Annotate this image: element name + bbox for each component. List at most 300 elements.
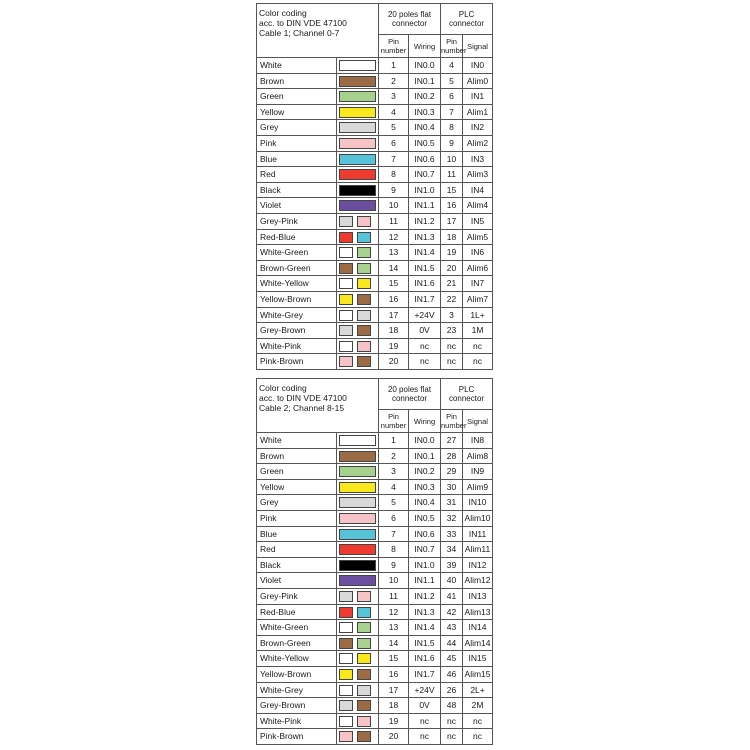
table-row	[257, 73, 493, 89]
plc-pin-number: 41	[441, 588, 463, 604]
color-swatch	[339, 154, 376, 165]
pin-number: 8	[379, 167, 409, 183]
table-row	[257, 182, 493, 198]
table-row	[257, 526, 493, 542]
table-row	[257, 338, 493, 354]
pin-number: 10	[379, 198, 409, 214]
wiring-value: IN1.1	[409, 198, 441, 214]
plc-pin-number: 31	[441, 495, 463, 511]
pin-number: 11	[379, 588, 409, 604]
color-name: Grey-Pink	[257, 213, 337, 229]
color-name: Brown-Green	[257, 635, 337, 651]
plc-pin-number: 19	[441, 245, 463, 261]
pin-number: 16	[379, 666, 409, 682]
color-name: Grey	[257, 495, 337, 511]
wiring-value: IN0.0	[409, 58, 441, 74]
signal-value: nc	[463, 713, 493, 729]
color-swatch	[339, 263, 353, 274]
signal-value: IN7	[463, 276, 493, 292]
wiring-header: Wiring	[409, 410, 441, 433]
color-swatch	[339, 76, 376, 87]
color-swatch	[357, 325, 371, 336]
color-swatch	[339, 247, 353, 258]
color-swatch	[357, 700, 371, 711]
signal-value: Alim15	[463, 666, 493, 682]
signal-header: Signal	[463, 410, 493, 433]
color-swatch-cell	[337, 635, 379, 651]
color-swatch	[339, 232, 353, 243]
color-swatch	[357, 591, 371, 602]
color-swatch	[339, 513, 376, 524]
signal-value: Alim5	[463, 229, 493, 245]
color-swatch	[339, 731, 353, 742]
color-swatch	[357, 638, 371, 649]
plc-pin-number: 17	[441, 213, 463, 229]
pin-number: 18	[379, 323, 409, 339]
signal-value: 1L+	[463, 307, 493, 323]
plc-pin-number: 4	[441, 58, 463, 74]
plc-connector-header: PLC connector	[441, 4, 493, 35]
table-row	[257, 666, 493, 682]
color-swatch	[339, 356, 353, 367]
wiring-value: +24V	[409, 307, 441, 323]
color-swatch-cell	[337, 698, 379, 714]
color-swatch-cell	[337, 479, 379, 495]
plc-pin-number: 44	[441, 635, 463, 651]
color-name: White-Grey	[257, 682, 337, 698]
color-name: Yellow-Brown	[257, 291, 337, 307]
color-swatch-cell	[337, 729, 379, 745]
color-swatch-cell	[337, 229, 379, 245]
wiring-value: +24V	[409, 682, 441, 698]
color-name: Grey-Brown	[257, 698, 337, 714]
color-swatch	[357, 341, 371, 352]
pin-number: 12	[379, 229, 409, 245]
color-swatch-cell	[337, 291, 379, 307]
color-name: Brown-Green	[257, 260, 337, 276]
pin-number: 17	[379, 307, 409, 323]
table-row	[257, 620, 493, 636]
color-name: Grey-Brown	[257, 323, 337, 339]
flat-connector-header: 20 poles flat connector	[379, 379, 441, 410]
color-name: White-Yellow	[257, 651, 337, 667]
plc-pin-number: 10	[441, 151, 463, 167]
color-coding-table-cable-2	[256, 378, 492, 745]
color-name: Brown	[257, 448, 337, 464]
plc-pin-number: nc	[441, 713, 463, 729]
wiring-value: IN1.4	[409, 245, 441, 261]
wiring-value: nc	[409, 338, 441, 354]
table-row	[257, 495, 493, 511]
signal-value: IN4	[463, 182, 493, 198]
table-row	[257, 323, 493, 339]
signal-value: 2L+	[463, 682, 493, 698]
color-swatch	[339, 544, 376, 555]
signal-header: Signal	[463, 35, 493, 58]
pin-number: 13	[379, 245, 409, 261]
plc-connector-header: PLC connector	[441, 379, 493, 410]
color-name: White-Grey	[257, 307, 337, 323]
table-row	[257, 307, 493, 323]
color-name: Black	[257, 182, 337, 198]
color-swatch	[357, 294, 371, 305]
color-swatch	[357, 263, 371, 274]
wiring-value: 0V	[409, 698, 441, 714]
signal-value: IN12	[463, 557, 493, 573]
signal-value: Alim3	[463, 167, 493, 183]
color-swatch-cell	[337, 73, 379, 89]
pin-number: 2	[379, 73, 409, 89]
color-coding-table-cable-1	[256, 3, 492, 370]
wiring-value: IN0.5	[409, 135, 441, 151]
color-swatch	[339, 200, 376, 211]
color-swatch-cell	[337, 573, 379, 589]
wiring-value: IN0.5	[409, 510, 441, 526]
signal-value: Alim8	[463, 448, 493, 464]
color-name: Pink-Brown	[257, 729, 337, 745]
signal-value: Alim12	[463, 573, 493, 589]
color-swatch	[339, 560, 376, 571]
color-swatch-cell	[337, 167, 379, 183]
color-name: Green	[257, 89, 337, 105]
wiring-value: IN0.0	[409, 433, 441, 449]
table-row	[257, 213, 493, 229]
color-name: Pink	[257, 510, 337, 526]
table-row	[257, 698, 493, 714]
color-name: Blue	[257, 151, 337, 167]
table-row	[257, 557, 493, 573]
signal-value: Alim13	[463, 604, 493, 620]
color-swatch	[357, 356, 371, 367]
signal-value: nc	[463, 729, 493, 745]
color-swatch	[339, 575, 376, 586]
signal-value: Alim11	[463, 542, 493, 558]
color-swatch-cell	[337, 542, 379, 558]
pin-number: 18	[379, 698, 409, 714]
plc-pin-number: 32	[441, 510, 463, 526]
color-swatch-cell	[337, 682, 379, 698]
plc-pin-number-header: Pin number	[441, 35, 463, 58]
color-swatch	[357, 310, 371, 321]
pin-number: 12	[379, 604, 409, 620]
plc-pin-number: 9	[441, 135, 463, 151]
color-swatch-cell	[337, 276, 379, 292]
title-line: acc. to DIN VDE 47100	[259, 393, 347, 403]
wiring-value: IN1.2	[409, 588, 441, 604]
wiring-value: IN0.7	[409, 542, 441, 558]
color-swatch	[357, 731, 371, 742]
color-name: Red-Blue	[257, 229, 337, 245]
signal-value: IN11	[463, 526, 493, 542]
plc-pin-number: 16	[441, 198, 463, 214]
pin-number: 15	[379, 651, 409, 667]
signal-value: 2M	[463, 698, 493, 714]
color-name: Black	[257, 557, 337, 573]
table-row	[257, 198, 493, 214]
color-swatch-cell	[337, 448, 379, 464]
plc-pin-number: 18	[441, 229, 463, 245]
signal-value: IN8	[463, 433, 493, 449]
plc-pin-number: 46	[441, 666, 463, 682]
color-swatch	[357, 669, 371, 680]
pin-number: 19	[379, 713, 409, 729]
color-name: White-Green	[257, 245, 337, 261]
wiring-value: IN0.3	[409, 479, 441, 495]
pin-number: 14	[379, 260, 409, 276]
color-name: Grey	[257, 120, 337, 136]
table-row	[257, 479, 493, 495]
pin-number: 1	[379, 433, 409, 449]
title-line: Color coding	[259, 383, 307, 393]
pin-number: 17	[379, 682, 409, 698]
pin-number: 10	[379, 573, 409, 589]
signal-value: IN0	[463, 58, 493, 74]
color-swatch	[357, 653, 371, 664]
color-swatch-cell	[337, 464, 379, 480]
color-swatch-cell	[337, 666, 379, 682]
plc-pin-number: 15	[441, 182, 463, 198]
table-row	[257, 291, 493, 307]
wiring-value: IN1.5	[409, 260, 441, 276]
title-line: acc. to DIN VDE 47100	[259, 18, 347, 28]
pin-number: 20	[379, 729, 409, 745]
pin-number: 3	[379, 89, 409, 105]
color-swatch	[339, 169, 376, 180]
plc-pin-number: 21	[441, 276, 463, 292]
wiring-value: IN1.6	[409, 651, 441, 667]
wiring-value: IN0.2	[409, 89, 441, 105]
table-row	[257, 120, 493, 136]
color-swatch	[357, 278, 371, 289]
pin-number: 1	[379, 58, 409, 74]
plc-pin-number: 22	[441, 291, 463, 307]
color-swatch	[339, 482, 376, 493]
table-row	[257, 448, 493, 464]
color-swatch-cell	[337, 526, 379, 542]
wiring-value: IN1.4	[409, 620, 441, 636]
color-swatch	[339, 451, 376, 462]
color-swatch-cell	[337, 307, 379, 323]
color-name: Red	[257, 542, 337, 558]
table-row	[257, 651, 493, 667]
pin-number: 6	[379, 135, 409, 151]
color-swatch	[339, 107, 376, 118]
color-swatch	[357, 247, 371, 258]
pin-number-header: Pin number	[379, 410, 409, 433]
color-swatch	[339, 216, 353, 227]
table-row	[257, 729, 493, 745]
color-name: White-Pink	[257, 338, 337, 354]
title-line: Cable 2; Channel 8-15	[259, 403, 345, 413]
color-swatch	[339, 685, 353, 696]
table-row	[257, 104, 493, 120]
pin-number: 7	[379, 151, 409, 167]
wiring-value: 0V	[409, 323, 441, 339]
signal-value: IN14	[463, 620, 493, 636]
color-swatch-cell	[337, 120, 379, 136]
signal-value: IN9	[463, 464, 493, 480]
signal-value: Alim2	[463, 135, 493, 151]
plc-pin-number: 3	[441, 307, 463, 323]
color-swatch-cell	[337, 58, 379, 74]
color-swatch	[357, 232, 371, 243]
wiring-value: IN1.5	[409, 635, 441, 651]
pin-number: 3	[379, 464, 409, 480]
wiring-value: IN1.3	[409, 604, 441, 620]
table-row	[257, 135, 493, 151]
wiring-value: IN0.1	[409, 448, 441, 464]
color-swatch	[339, 341, 353, 352]
signal-value: IN6	[463, 245, 493, 261]
color-swatch-cell	[337, 323, 379, 339]
pin-number: 4	[379, 479, 409, 495]
wiring-value: IN0.6	[409, 526, 441, 542]
table-row	[257, 245, 493, 261]
signal-value: IN15	[463, 651, 493, 667]
color-swatch	[339, 138, 376, 149]
signal-value: IN1	[463, 89, 493, 105]
plc-pin-number: 43	[441, 620, 463, 636]
color-swatch-cell	[337, 510, 379, 526]
color-swatch	[339, 607, 353, 618]
color-swatch	[339, 653, 353, 664]
color-name: Red-Blue	[257, 604, 337, 620]
table-row	[257, 510, 493, 526]
plc-pin-number: 11	[441, 167, 463, 183]
table-row	[257, 58, 493, 74]
plc-pin-number-header: Pin number	[441, 410, 463, 433]
wiring-value: IN0.2	[409, 464, 441, 480]
wiring-header: Wiring	[409, 35, 441, 58]
plc-pin-number: 5	[441, 73, 463, 89]
plc-pin-number: 6	[441, 89, 463, 105]
title-line: Color coding	[259, 8, 307, 18]
pin-number-header: Pin number	[379, 35, 409, 58]
color-swatch	[339, 294, 353, 305]
color-name: Green	[257, 464, 337, 480]
wiring-value: IN1.7	[409, 666, 441, 682]
signal-value: 1M	[463, 323, 493, 339]
plc-pin-number: nc	[441, 338, 463, 354]
color-swatch-cell	[337, 495, 379, 511]
wiring-value: IN0.7	[409, 167, 441, 183]
plc-pin-number: 8	[441, 120, 463, 136]
table-row	[257, 464, 493, 480]
color-swatch	[339, 435, 376, 446]
table-row	[257, 167, 493, 183]
wiring-table	[256, 3, 493, 370]
wiring-value: IN0.6	[409, 151, 441, 167]
table-row	[257, 573, 493, 589]
wiring-value: IN0.3	[409, 104, 441, 120]
color-name: White-Green	[257, 620, 337, 636]
table-title	[257, 379, 379, 433]
wiring-value: IN1.0	[409, 182, 441, 198]
signal-value: Alim14	[463, 635, 493, 651]
table-row	[257, 354, 493, 370]
signal-value: IN3	[463, 151, 493, 167]
table-row	[257, 542, 493, 558]
wiring-table	[256, 378, 493, 745]
pin-number: 16	[379, 291, 409, 307]
plc-pin-number: 7	[441, 104, 463, 120]
pin-number: 4	[379, 104, 409, 120]
pin-number: 8	[379, 542, 409, 558]
color-name: Grey-Pink	[257, 588, 337, 604]
color-swatch	[339, 122, 376, 133]
color-swatch-cell	[337, 151, 379, 167]
color-swatch	[339, 60, 376, 71]
pin-number: 7	[379, 526, 409, 542]
color-name: Yellow-Brown	[257, 666, 337, 682]
plc-pin-number: 45	[441, 651, 463, 667]
color-swatch-cell	[337, 354, 379, 370]
plc-pin-number: 23	[441, 323, 463, 339]
color-swatch	[339, 278, 353, 289]
color-name: Yellow	[257, 104, 337, 120]
color-name: Yellow	[257, 479, 337, 495]
color-name: White-Pink	[257, 713, 337, 729]
signal-value: Alim4	[463, 198, 493, 214]
color-swatch-cell	[337, 182, 379, 198]
table-row	[257, 260, 493, 276]
signal-value: nc	[463, 354, 493, 370]
wiring-value: IN1.7	[409, 291, 441, 307]
plc-pin-number: 33	[441, 526, 463, 542]
plc-pin-number: 42	[441, 604, 463, 620]
signal-value: Alim6	[463, 260, 493, 276]
color-name: Brown	[257, 73, 337, 89]
signal-value: Alim9	[463, 479, 493, 495]
color-swatch	[339, 700, 353, 711]
wiring-value: IN1.1	[409, 573, 441, 589]
signal-value: nc	[463, 338, 493, 354]
plc-pin-number: 20	[441, 260, 463, 276]
plc-pin-number: 39	[441, 557, 463, 573]
color-swatch-cell	[337, 433, 379, 449]
color-name: White-Yellow	[257, 276, 337, 292]
pin-number: 11	[379, 213, 409, 229]
color-swatch	[357, 216, 371, 227]
plc-pin-number: 48	[441, 698, 463, 714]
signal-value: Alim7	[463, 291, 493, 307]
table-row	[257, 682, 493, 698]
signal-value: Alim1	[463, 104, 493, 120]
plc-pin-number: nc	[441, 729, 463, 745]
table-row	[257, 89, 493, 105]
pin-number: 5	[379, 120, 409, 136]
signal-value: Alim10	[463, 510, 493, 526]
signal-value: IN13	[463, 588, 493, 604]
plc-pin-number: 26	[441, 682, 463, 698]
wiring-value: nc	[409, 713, 441, 729]
color-swatch-cell	[337, 620, 379, 636]
plc-pin-number: 30	[441, 479, 463, 495]
color-swatch	[357, 685, 371, 696]
color-swatch	[339, 622, 353, 633]
color-name: Pink-Brown	[257, 354, 337, 370]
pin-number: 9	[379, 557, 409, 573]
color-swatch-cell	[337, 557, 379, 573]
pin-number: 6	[379, 510, 409, 526]
table-row	[257, 276, 493, 292]
wiring-value: IN1.0	[409, 557, 441, 573]
color-swatch-cell	[337, 604, 379, 620]
table-row	[257, 588, 493, 604]
color-swatch	[357, 607, 371, 618]
wiring-value: IN0.1	[409, 73, 441, 89]
color-swatch	[357, 622, 371, 633]
